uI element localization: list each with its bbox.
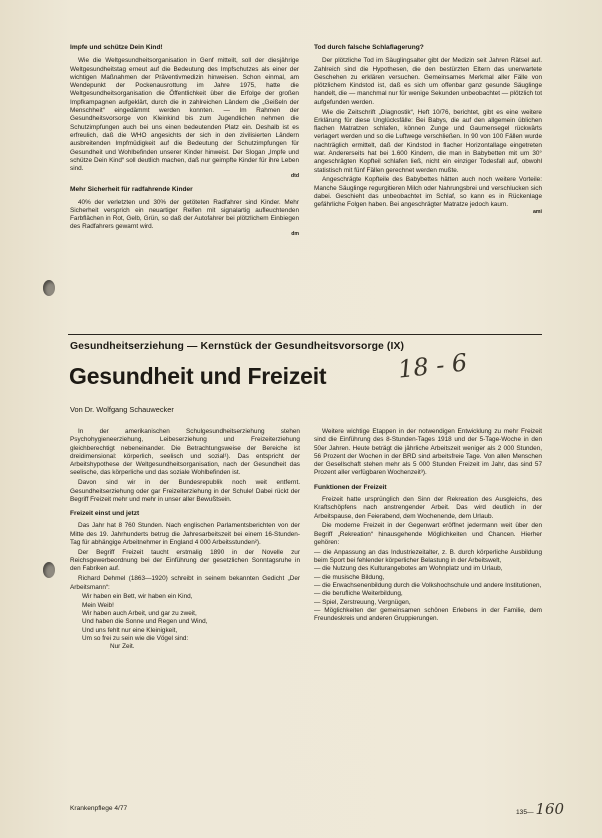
article-paragraph: Richard Dehmel (1863—1920) schreibt in seinem bekannten Gedicht „Der Arbeitsmann“: — [70, 575, 300, 591]
poem-line: Wir haben auch Arbeit, und gar zu zweit, — [82, 609, 197, 617]
article-author: Von Dr. Wolfgang Schauwecker — [70, 405, 174, 414]
news-column-left — [70, 44, 299, 239]
list-item: — die Anpassung an das Industriezeitalter, z. B. durch körperliche Ausbildung beim Sport bei fehlender körperlicher Belastung in der Arbeitswelt, — [314, 548, 542, 565]
page-number — [516, 800, 564, 818]
article-paragraph: Davon sind wir in der Bundesrepublik noch weit entfernt. Gesundheitserziehung oder gar Freizeiterziehung in der Schule! Dabei rückt der Begriff Freizeit mehr und mehr in unser aller Bewußtsein. — [70, 479, 300, 503]
list-item: — Spiel, Zerstreuung, Vergnügen, — [314, 598, 411, 606]
series-heading: Gesundheitserziehung — Kernstück der Gesundheitsvorsorge (IX) — [70, 341, 405, 352]
poem-line: Und uns fehlt nur eine Kleinigkeit, — [82, 626, 178, 634]
page-number-printed: 135— — [516, 809, 534, 816]
article-paragraph: Die moderne Freizeit in der Gegenwart eröffnet jedermann weit über den Begriff „Rekreation“ hinausgehende Möglichkeiten und Chancen. Hierher gehören: — [314, 522, 542, 547]
list-item: — die musische Bildung, — [314, 573, 385, 581]
news-source-tag: ami — [533, 209, 542, 216]
list-item: — Möglichkeiten der gemeinsamen schönen Erlebens in der Familie, dem Freundeskreis und anderen Gruppierungen. — [314, 606, 542, 623]
news-heading-sleep: Tod durch falsche Schlaflagerung? — [314, 44, 424, 51]
poem-line: Nur Zeit. — [110, 643, 135, 651]
news-paragraph: Wie die Zeitschrift „Diagnostik“, Heft 10/76, berichtet, gibt es eine weitere Erklärung für diese Unglücksfälle: Bei Babys, die auf den allgemein üblichen flachen Matratzen schlafen, können Zunge und Gaumensegel rückwärts verlagert werden und so die Luftwege verschließen. In 90 von 100 Fällen wurde nachträglich ermittelt, daß der Kindstod in flacher Horizontallage eingetreten war. Andererseits hat bei 1.600 Kindern, die man in Babybetten mit um 30° angeschrägten Kopfteil schlafen ließ, nicht ein einziger Todesfall auf, obwohl statistisch mit fünf Fällen gerechnet werden mußte. — [314, 108, 542, 174]
list-item: — die Erwachsenenbildung durch die Volkshochschule und andere Institutionen, — [314, 582, 542, 590]
punch-hole-top — [43, 280, 55, 296]
article-column-right — [314, 428, 542, 624]
poem-line: Und haben die Sonne und Regen und Wind, — [82, 618, 208, 626]
news-source-tag: dtd — [290, 172, 299, 179]
handwritten-note: 18 - 6 — [396, 348, 469, 384]
news-paragraph: Angeschrägte Kopfteile des Babybettes hätten auch noch weitere Vorteile: Manche Säuglinge regurgitieren Milch oder Nahrungsbrei und verschlucken sich dabei. Geschieht das unbeobachtet im Schlaf, so kann es in Rückenlage gefährliche Folgen haben. Bei angeschrägter Matratze jedoch kaum. — [314, 176, 542, 209]
news-paragraph: Wie die Weltgesundheitsorganisation in Genf mitteilt, soll der diesjährige Weltgesundheitstag erneut auf die Bedeutung des Impfschutzes als einer der wichtigen Maßnahmen der Präventivmedizin hinweisen. Schon einmal, am Wendepunkt der Pockenausrottung im Jahre 1975, hatte die Weltgesundheitsorganisation die Öffentlichkeit über die Erfolge der großen Impfkampagnen aufgeklärt, durch die in zahlreichen Ländern die „Geißeln der Menschheit“ eingedämmt werden konnten. — Im Rahmen der Gesundheitsvorsorge von Kleinkind bis zum Jugendlichen nehmen die Schutzimpfungen auch bei uns einen bedeutenden Platz ein. Deshalb ist es erfreulich, daß die WHO angesichts der sich in den zivilisierten Ländern ausbreitenden Impfmüdigkeit auf die Bedeutung der Schutzimpfungen für Gesundheit und Wohlbefinden unserer Kinder hinweist. Der Slogan „Impfe und schütze Dein Kind“ soll deutlich machen, daß nur geimpfte Kinder für ihre Leben sind. — [70, 57, 299, 173]
poem-line: Wir haben ein Bett, wir haben ein Kind, — [82, 593, 193, 601]
article-paragraph: In der amerikanischen Schulgesundheitserziehung stehen Psychohygieneerziehung, Leibeserziehung und Freizeiterziehung gleichberechtigt nebeneinander. Die Betrachtungsweise der Bereiche ist dreidimensional: körperlich, seelisch und sozial¹). Das entspricht der Arbeitshypothese der Weltgesundheitsorganisation, nach der Gesundheit das seelische, das körperliche und das soziale Wohlbefinden ist. — [70, 428, 300, 477]
poem-line: Mein Weib! — [82, 601, 114, 609]
article-column-left — [70, 428, 300, 651]
news-column-right — [314, 44, 542, 216]
article-title: Gesundheit und Freizeit — [69, 363, 327, 389]
article-paragraph: Weitere wichtige Etappen in der notwendigen Entwicklung zu mehr Freizeit sind die Einführung des 8-Stunden-Tages 1918 und der 5-Tage-Woche in den 50er Jahren. Heute beträgt die jährliche Arbeitszeit weniger als 2 000 Stunden, 56 Prozent der Wochen in der BRD sind arbeitsfreie Tage. Von allen Menschen der Gesellschaft stehen mehr als 5 000 Stunden Freizeit im Jahr, das sind 57 Prozent aller verfügbaren Wochenzeit³). — [314, 428, 542, 477]
news-paragraph: Der plötzliche Tod im Säuglingsalter gibt der Medizin seit Jahren Rätsel auf. Zahlreich sind die Hypothesen, die den bestürzten Eltern das unerwartete Geschehen zu erklären versuchen. Gemeinsames Merkmal aller Fälle von plötzlichem Kindstod ist, daß es sich um offenbar ganz gesunde Säuglinge handelt, die — manchmal nur für wenige Sekunden unbeobachtet — plötzlich tot aufgefunden werden. — [314, 57, 542, 106]
poem-line: Um so frei zu sein wie die Vögel sind: — [82, 634, 189, 642]
article-paragraph: Freizeit hatte ursprünglich den Sinn der Rekreation des Ausgleichs, des Kraftschöpfens nach anstrengender Arbeit. Das wird deutlich in der Arbeitspause, den Feierabend, dem Wochenende, dem Urlaub. — [314, 496, 542, 520]
news-paragraph: 40% der verletzten und 30% der getöteten Radfahrer sind Kinder. Mehr Sicherheit versprich ein neuartiger Reifen mit signalartig aufleuchtenden Farbflächen in Rot, Gelb, Grün, so daß der Autofahrer bei plötzlichem Einbiegen des Radfahrers gewarnt wird. — [70, 198, 299, 231]
punch-hole-bottom — [43, 562, 55, 578]
article-subheading: Freizeit einst und jetzt — [70, 510, 140, 518]
page-number-handwritten: 160 — [535, 800, 565, 818]
news-heading-vaccination: Impfe und schütze Dein Kind! — [70, 44, 163, 51]
list-item: — die berufliche Weiterbildung, — [314, 590, 403, 598]
article-paragraph: Der Begriff Freizeit taucht erstmalig 1890 in der Novelle zur Reichsgewerbeordnung bei der Einführung der gesetzlichen Sonntagsruhe in den Fabriken auf. — [70, 548, 300, 573]
journal-footer: Krankenpflege 4/77 — [70, 805, 128, 812]
news-heading-cyclists: Mehr Sicherheit für radfahrende Kinder — [70, 186, 193, 194]
section-divider — [68, 334, 542, 335]
article-paragraph: Das Jahr hat 8 760 Stunden. Nach englischen Parlamentsberichten von der Mitte des 19. Jahrhunderts betrug die Jahresarbeitszeit bei einem 16-Stunden-Tag für abhängige Arbeitnehmer in England 4 000 Arbeitsstunden²). — [70, 522, 300, 547]
list-item: — die Nutzung des Kulturangebotes am Wohnplatz und im Urlaub, — [314, 565, 503, 573]
news-source-tag: dm — [291, 231, 299, 238]
article-subheading: Funktionen der Freizeit — [314, 483, 387, 491]
